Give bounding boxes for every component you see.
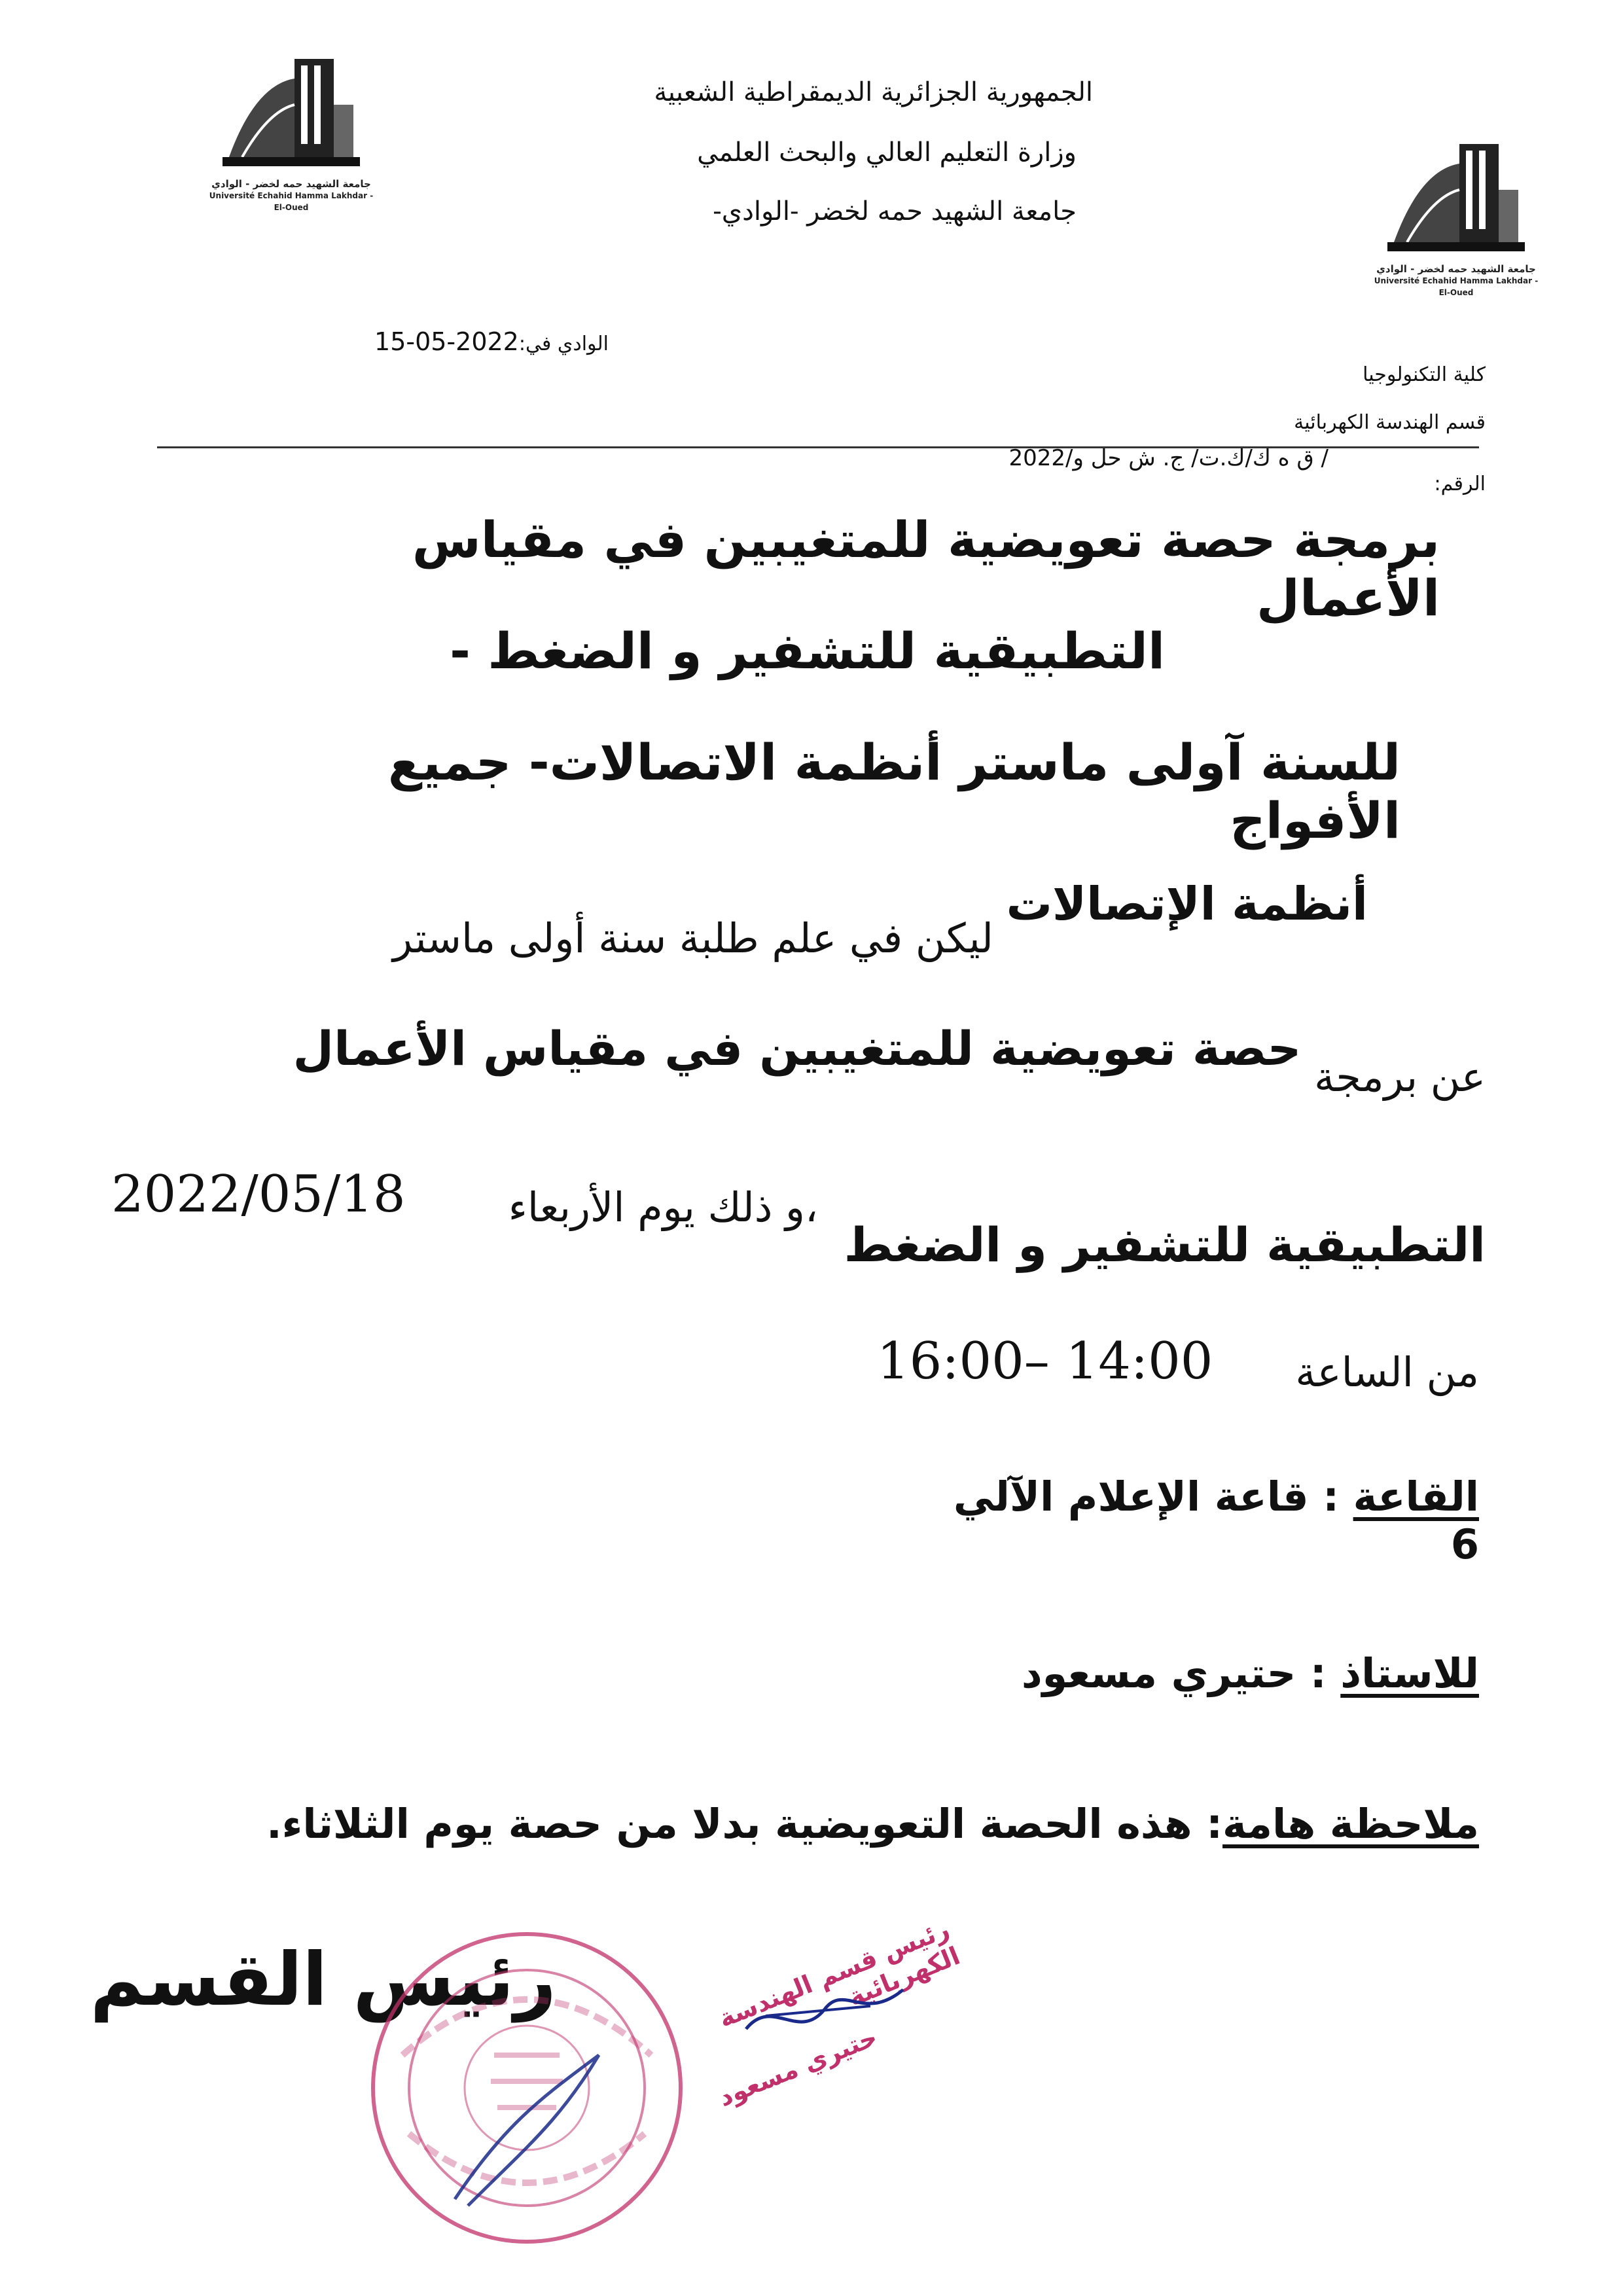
university-logo-left: [216, 46, 366, 177]
handwritten-signature: [740, 1970, 910, 2049]
note-value: : هذه الحصة التعويضية بدلا من حصة يوم الثلاثاء.: [266, 1800, 1223, 1848]
body-line-2: [111, 1021, 1486, 1102]
date-value: 15-05-2022: [374, 327, 519, 356]
signature-title: رئيس القسم: [90, 1937, 556, 2022]
university-logo-right: [1381, 131, 1531, 262]
logo-caption-right: جامعة الشهيد حمه لخضر - الوادي Université Echahid Hamma Lakhdar - El-Oued: [1374, 263, 1539, 297]
ministry-name: وزارة التعليم العالي والبحث العلمي: [697, 137, 1077, 168]
title-line-2: التطبيقية للتشفير و الضغط -: [450, 622, 1165, 680]
body-day-text: ،و ذلك يوم الأربعاء: [508, 1183, 818, 1231]
logo-caption-left: جامعة الشهيد حمه لخضر - الوادي Université Echahid Hamma Lakhdar - El-Oued: [209, 178, 374, 212]
room-value: : قاعة الإعلام الآلي 6: [953, 1473, 1479, 1568]
body-module-name: التطبيقية للتشفير و الضغط: [844, 1217, 1486, 1272]
reference-label: الرقم:: [1434, 473, 1486, 495]
university-name: جامعة الشهيد حمه لخضر -الوادي-: [713, 196, 1077, 226]
session-date: 2022/05/18: [111, 1165, 406, 1224]
title-line-1: برمجة حصة تعويضية للمتغيبين في مقياس الأعمال: [412, 511, 1440, 627]
teacher-line: [916, 1649, 1479, 1697]
time-prefix: من الساعة: [1295, 1348, 1479, 1396]
note-line: [164, 1800, 1479, 1848]
department-name: قسم الهندسة الكهربائية: [1294, 411, 1486, 434]
department-seal: [363, 1924, 690, 2251]
room-line: [916, 1473, 1479, 1568]
title-line-3: للسنة آولى ماستر أنظمة الاتصالات- جميع الأفواج: [387, 733, 1400, 850]
body-session-title: حصة تعويضية للمتغيبين في مقياس الأعمال: [293, 1021, 1302, 1076]
document-date: [327, 327, 609, 356]
teacher-value: : حتيري مسعود: [1021, 1649, 1341, 1697]
body-program-name: أنظمة الإتصالات: [1006, 877, 1368, 931]
republic-name: الجمهورية الجزائرية الديمقراطية الشعبية: [654, 77, 1093, 107]
date-label: الوادي في:: [518, 332, 609, 355]
note-label: ملاحظة هامة: [1222, 1800, 1479, 1848]
body-line-1: [131, 877, 1368, 963]
time-range: 14:00 –16:00: [877, 1332, 1213, 1391]
room-label: القاعة: [1353, 1473, 1479, 1520]
teacher-label: للاستاذ: [1340, 1649, 1479, 1697]
body-about: عن برمجة: [1314, 1053, 1486, 1101]
stamp-head-name: حتيري مسعود: [714, 2022, 882, 2113]
reference-number: / ق ه ك/ك.ت/ ج. ش حل و/2022: [1008, 445, 1329, 471]
stamp-head-label: رئيس قسم الهندسة الكهربائية: [714, 1914, 964, 2034]
body-intro: ليكن في علم طلبة سنة أولى ماستر: [393, 914, 993, 962]
faculty-name: كلية التكنولوجيا: [1363, 363, 1486, 386]
